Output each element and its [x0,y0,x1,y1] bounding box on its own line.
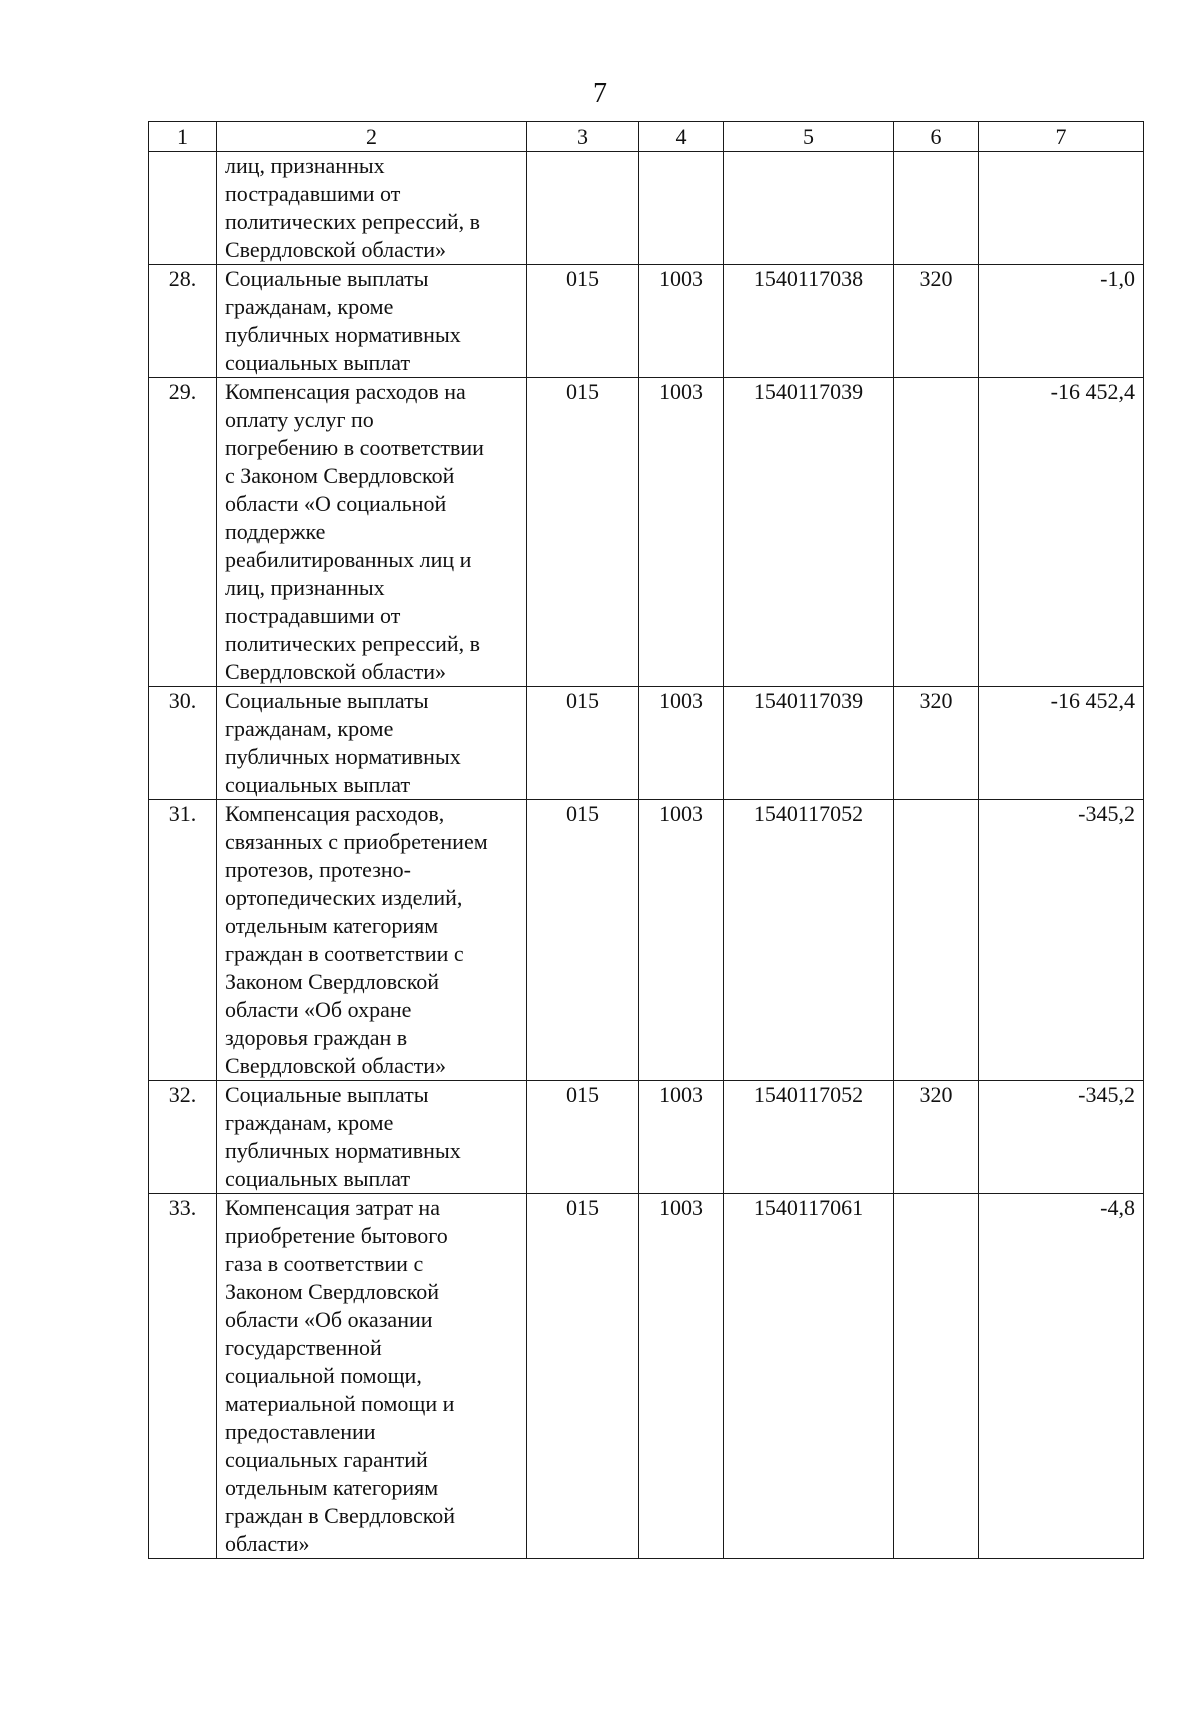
row-name-line: пострадавшими от [225,181,401,206]
header-col-3: 3 [527,122,639,152]
row-amount: -4,8 [979,1194,1144,1559]
row-section-code: 1003 [639,800,724,1081]
row-ministry-code [527,152,639,265]
row-number [149,152,217,265]
row-name-line: отдельным категориям [225,913,439,938]
row-name-line: Компенсация затрат на [225,1195,440,1220]
row-name-line: поддержке [225,519,326,544]
table-row [149,1081,1144,1194]
table-row [149,265,1144,378]
row-target-code: 1540117039 [724,378,894,687]
row-name-line: социальных выплат [225,1166,411,1191]
header-row [149,122,1144,152]
row-amount [979,152,1144,265]
row-target-code: 1540117052 [724,1081,894,1194]
row-name-line: публичных нормативных [225,744,461,769]
row-target-code [724,152,894,265]
row-name-line: гражданам, кроме [225,294,394,319]
row-name-line: оплату услуг по [225,407,374,432]
row-name-line: гражданам, кроме [225,1110,394,1135]
row-name-line: протезов, протезно- [225,857,412,882]
row-name-line: социальной помощи, [225,1363,422,1388]
row-target-code: 1540117052 [724,800,894,1081]
table-row [149,378,1144,687]
row-name-line: публичных нормативных [225,1138,461,1163]
row-name-line: граждан в Свердловской [225,1503,456,1528]
row-name-line: государственной [225,1335,382,1360]
row-number: 31. [149,800,217,1081]
row-name-line: области «Об охране [225,997,412,1022]
row-name-line: Законом Свердловской [225,969,440,994]
row-amount: -345,2 [979,1081,1144,1194]
row-name-line: Компенсация расходов, [225,801,445,826]
row-amount: -16 452,4 [979,687,1144,800]
row-name-line: газа в соответствии с [225,1251,424,1276]
row-ministry-code: 015 [527,378,639,687]
row-name-line: публичных нормативных [225,322,461,347]
table-row [149,152,1144,265]
row-name-line: отдельным категориям [225,1475,439,1500]
row-number: 32. [149,1081,217,1194]
row-name-line: Социальные выплаты [225,1082,429,1107]
row-name-line: социальных выплат [225,772,411,797]
row-section-code: 1003 [639,1081,724,1194]
row-name-line: ортопедических изделий, [225,885,463,910]
row-name-line: приобретение бытового [225,1223,448,1248]
table-body [149,152,1144,1559]
row-amount: -16 452,4 [979,378,1144,687]
header-col-7: 7 [979,122,1144,152]
row-name [217,1081,527,1194]
row-name [217,265,527,378]
row-name-line: лиц, признанных [225,575,385,600]
header-col-5: 5 [724,122,894,152]
row-name-line: гражданам, кроме [225,716,394,741]
row-name-line: материальной помощи и [225,1391,455,1416]
row-name [217,687,527,800]
row-name-line: Социальные выплаты [225,688,429,713]
row-section-code [639,152,724,265]
row-ministry-code: 015 [527,687,639,800]
row-section-code: 1003 [639,687,724,800]
row-expense-type-code [894,1194,979,1559]
row-name-line: Компенсация расходов на [225,379,466,404]
row-name [217,378,527,687]
row-name-line: пострадавшими от [225,603,401,628]
table-row [149,1194,1144,1559]
row-name-line: области» [225,1531,310,1556]
row-expense-type-code [894,152,979,265]
row-name-line: Законом Свердловской [225,1279,440,1304]
row-number: 30. [149,687,217,800]
row-name-line: лиц, признанных [225,153,385,178]
row-name [217,800,527,1081]
table-header [149,122,1144,152]
row-target-code: 1540117038 [724,265,894,378]
row-number: 29. [149,378,217,687]
row-expense-type-code: 320 [894,1081,979,1194]
row-name-line: Свердловской области» [225,1053,446,1078]
row-name-line: граждан в соответствии с [225,941,464,966]
row-section-code: 1003 [639,1194,724,1559]
row-ministry-code: 015 [527,800,639,1081]
row-name-line: здоровья граждан в [225,1025,408,1050]
row-name-line: связанных с приобретением [225,829,488,854]
row-target-code: 1540117061 [724,1194,894,1559]
row-name [217,152,527,265]
row-expense-type-code [894,800,979,1081]
row-expense-type-code: 320 [894,687,979,800]
row-name-line: социальных гарантий [225,1447,428,1472]
row-name-line: политических репрессий, в [225,631,481,656]
header-col-6: 6 [894,122,979,152]
table-row [149,800,1144,1081]
table-row [149,687,1144,800]
row-name-line: Социальные выплаты [225,266,429,291]
row-amount: -345,2 [979,800,1144,1081]
row-name-line: социальных выплат [225,350,411,375]
row-name [217,1194,527,1559]
row-ministry-code: 015 [527,1194,639,1559]
row-name-line: политических репрессий, в [225,209,481,234]
row-name-line: области «О социальной [225,491,447,516]
header-col-4: 4 [639,122,724,152]
header-col-1: 1 [149,122,217,152]
row-expense-type-code: 320 [894,265,979,378]
header-col-2: 2 [217,122,527,152]
row-name-line: области «Об оказании [225,1307,433,1332]
row-name-line: реабилитированных лиц и [225,547,472,572]
row-ministry-code: 015 [527,1081,639,1194]
row-ministry-code: 015 [527,265,639,378]
budget-table [148,121,1144,1559]
row-name-line: Свердловской области» [225,659,446,684]
row-name-line: погребению в соответствии [225,435,484,460]
row-number: 33. [149,1194,217,1559]
row-name-line: предоставлении [225,1419,376,1444]
row-expense-type-code [894,378,979,687]
row-section-code: 1003 [639,265,724,378]
row-name-line: Свердловской области» [225,237,446,262]
row-name-line: с Законом Свердловской [225,463,455,488]
page-number: 7 [593,78,607,109]
row-amount: -1,0 [979,265,1144,378]
row-section-code: 1003 [639,378,724,687]
row-target-code: 1540117039 [724,687,894,800]
row-number: 28. [149,265,217,378]
